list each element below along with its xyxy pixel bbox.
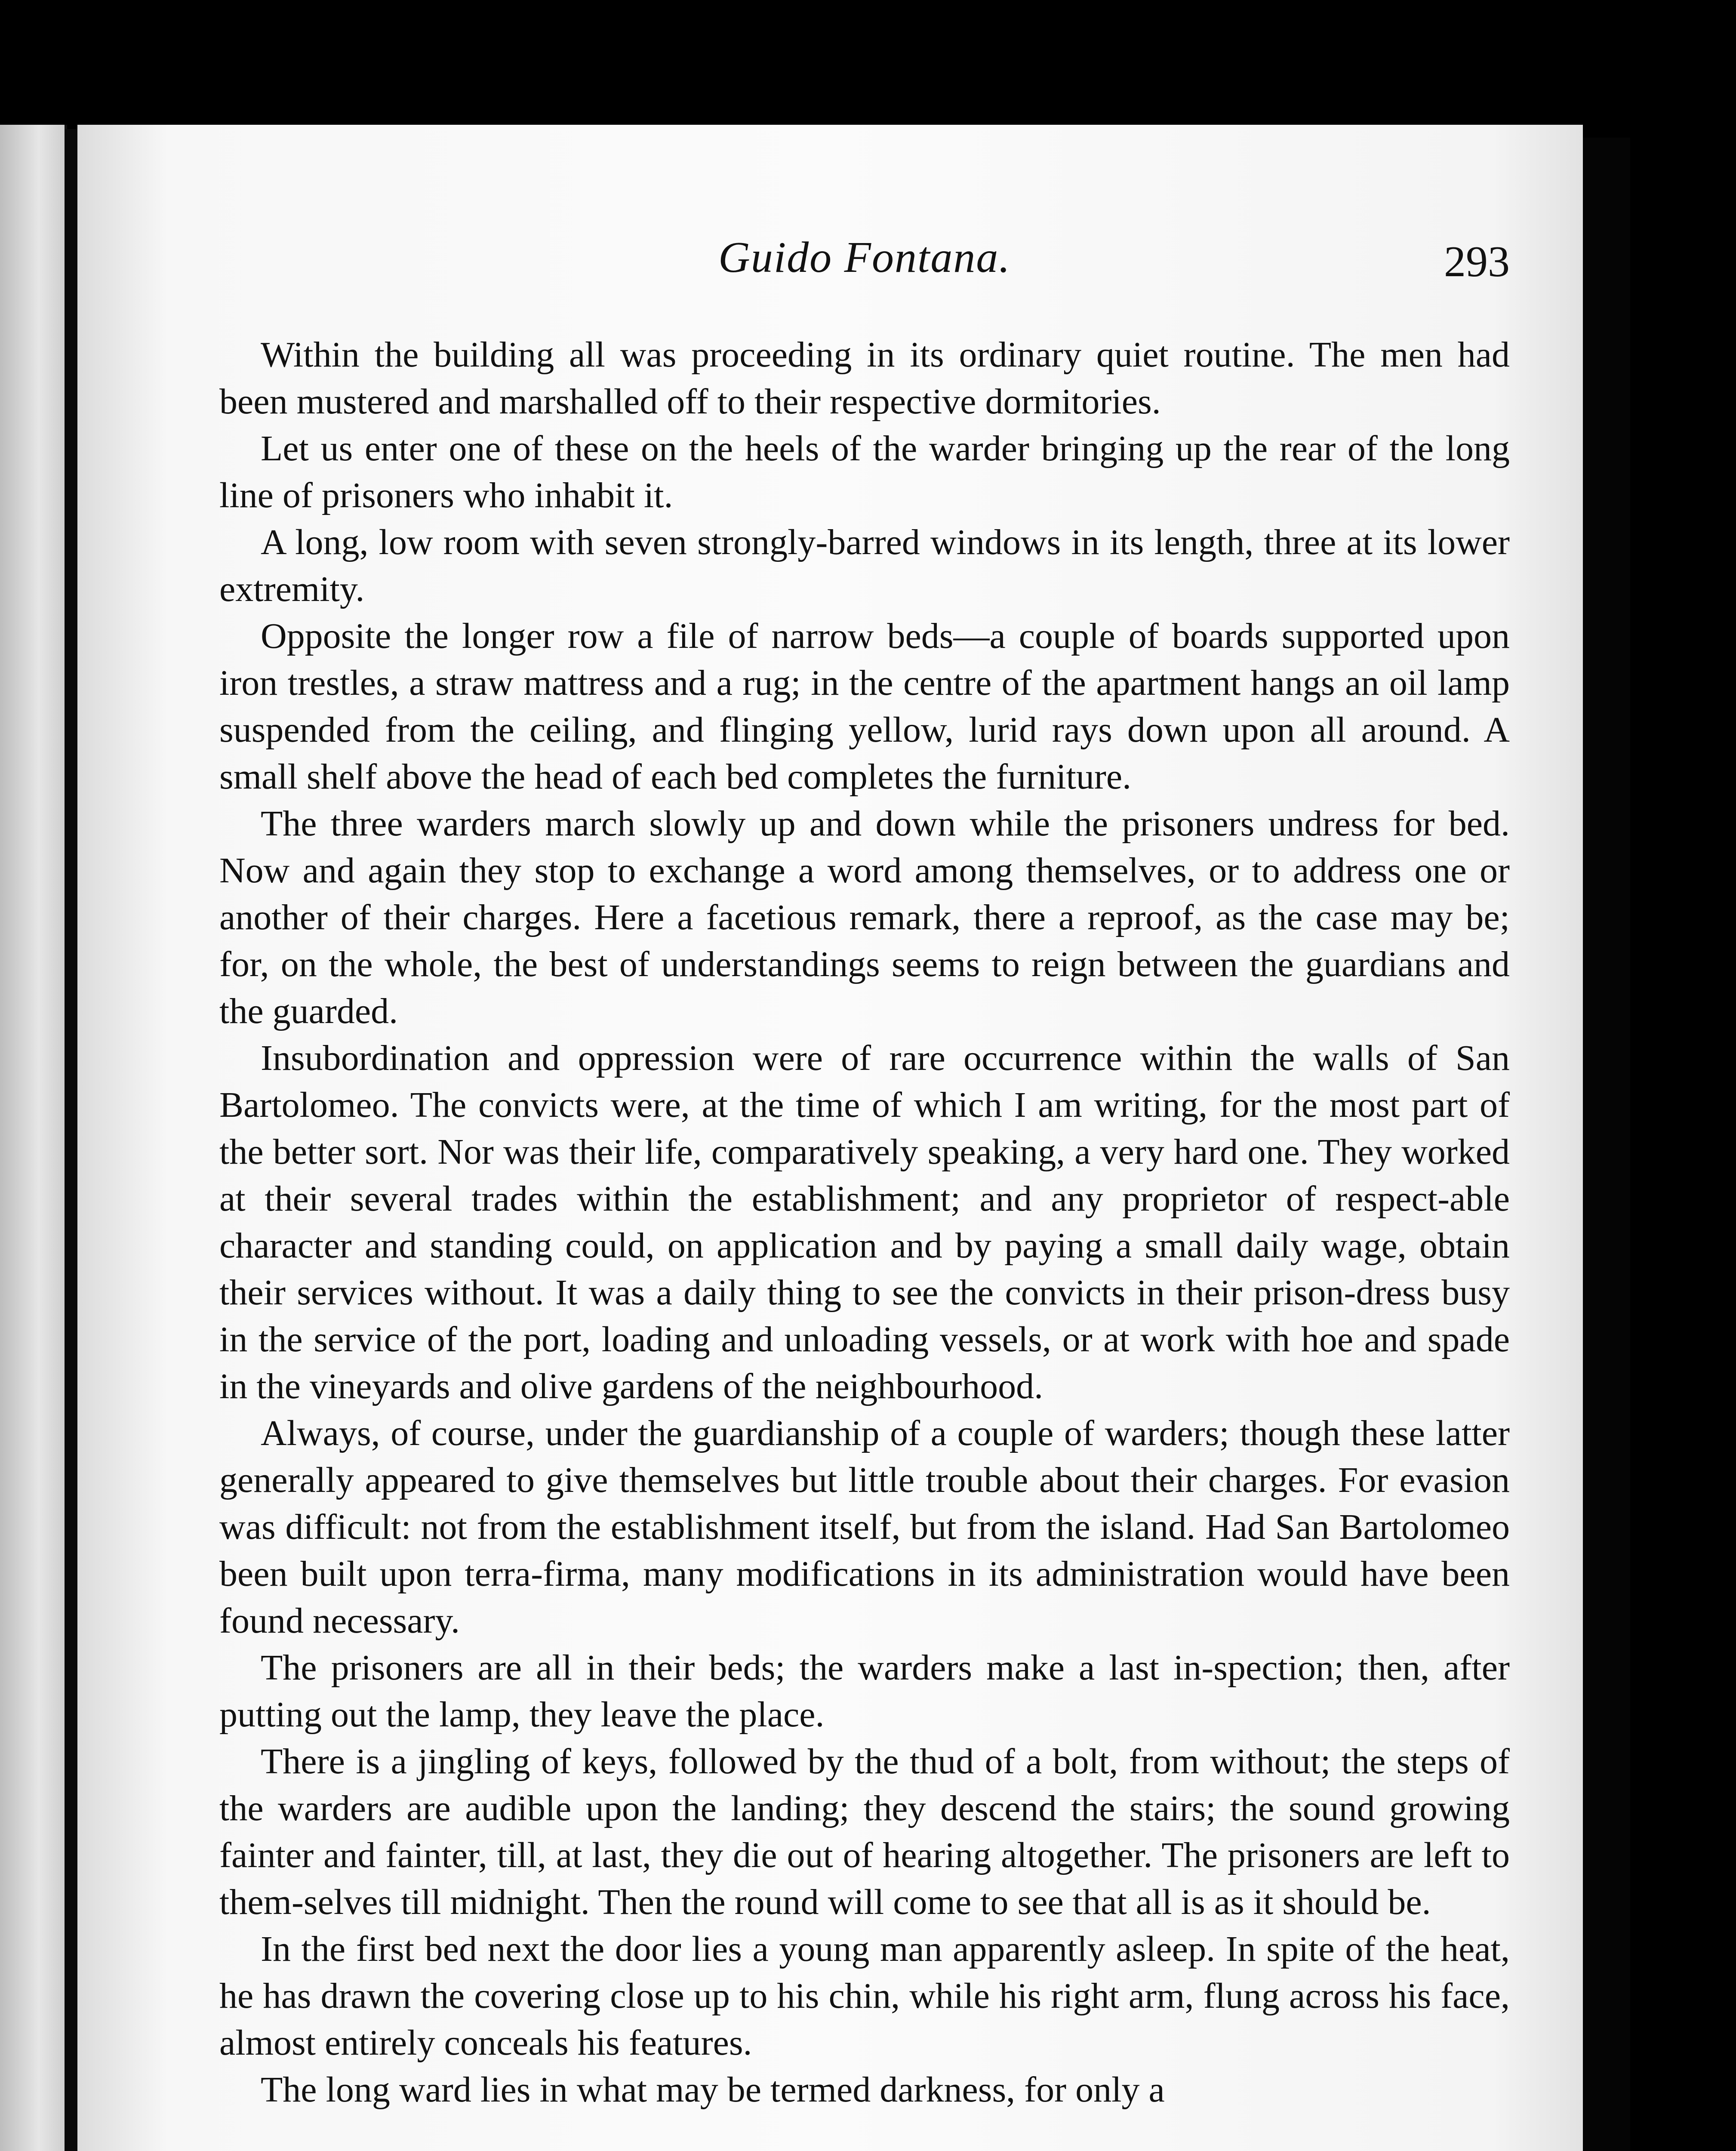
paragraph: The prisoners are all in their beds; the warders make a last in-spection; then, after putting out the lamp, they leave the place. bbox=[219, 1648, 1510, 1735]
paragraph: Let us enter one of these on the heels of the warder bringing up the rear of the long line of prisoners who inhabit it. bbox=[219, 428, 1510, 515]
running-title: Guido Fontana. bbox=[718, 233, 1011, 282]
paragraph: The long ward lies in what may be termed darkness, for only a bbox=[261, 2070, 1165, 2110]
adjacent-page-edge bbox=[0, 125, 67, 2151]
paragraph: Opposite the longer row a file of narrow beds—a couple of boards supported upon iron trestles, a straw mattress and a rug; in the centre of the apartment hangs an oil lamp suspended from the ceiling, and flinging yellow, lurid rays down upon all around. A small shelf above the head of each bed completes the furniture. bbox=[219, 616, 1510, 797]
page-right-shadow bbox=[1583, 138, 1630, 2151]
paragraph: In the first bed next the door lies a young man apparently asleep. In spite of the heat, he has drawn the covering close up to his chin, while his right arm, flung across his face, almost entirely conceals his features. bbox=[219, 1929, 1510, 2063]
book-page bbox=[77, 125, 1583, 2151]
body-text bbox=[219, 331, 1510, 2113]
paragraph: There is a jingling of keys, followed by the thud of a bolt, from without; the steps of the warders are audible upon the landing; they descend the stairs; the sound growing fainter and fainter, till, at last, they die out of hearing altogether. The prisoners are left to them-selves till midnight. Then the round will come to see that all is as it should be. bbox=[219, 1741, 1510, 1922]
paragraph: A long, low room with seven strongly-barred windows in its length, three at its lower extremity. bbox=[219, 522, 1510, 609]
paragraph: Within the building all was proceeding in its ordinary quiet routine. The men had been mustered and marshalled off to their respective dormitories. bbox=[219, 335, 1510, 422]
paragraph: Insubordination and oppression were of rare occurrence within the walls of San Bartolomeo. The convicts were, at the time of which I am writing, for the most part of the better sort. Nor was their life, comparatively speaking, a very hard one. They worked at their several trades within the establishment; and any proprietor of respect-able character and standing could, on application and by paying a small daily wage, obtain their services without. It was a daily thing to see the convicts in their prison-dress busy in the service of the port, loading and unloading vessels, or at work with hoe and spade in the vineyards and olive gardens of the neighbourhood. bbox=[219, 1038, 1510, 1406]
page-number: 293 bbox=[1444, 237, 1510, 286]
paragraph: Always, of course, under the guardianship of a couple of warders; though these latter generally appeared to give themselves but little trouble about their charges. For evasion was difficult: not from the establishment itself, but from the island. Had San Bartolomeo been built upon terra-firma, many modifications in its administration would have been found necessary. bbox=[219, 1413, 1510, 1641]
page-header bbox=[219, 232, 1510, 314]
paragraph: The three warders march slowly up and down while the prisoners undress for bed. Now and again they stop to exchange a word among themselves, or to address one or another of their charges. Here a facetious remark, there a reproof, as the case may be; for, on the whole, the best of understandings seems to reign between the guardians and the guarded. bbox=[219, 804, 1510, 1031]
